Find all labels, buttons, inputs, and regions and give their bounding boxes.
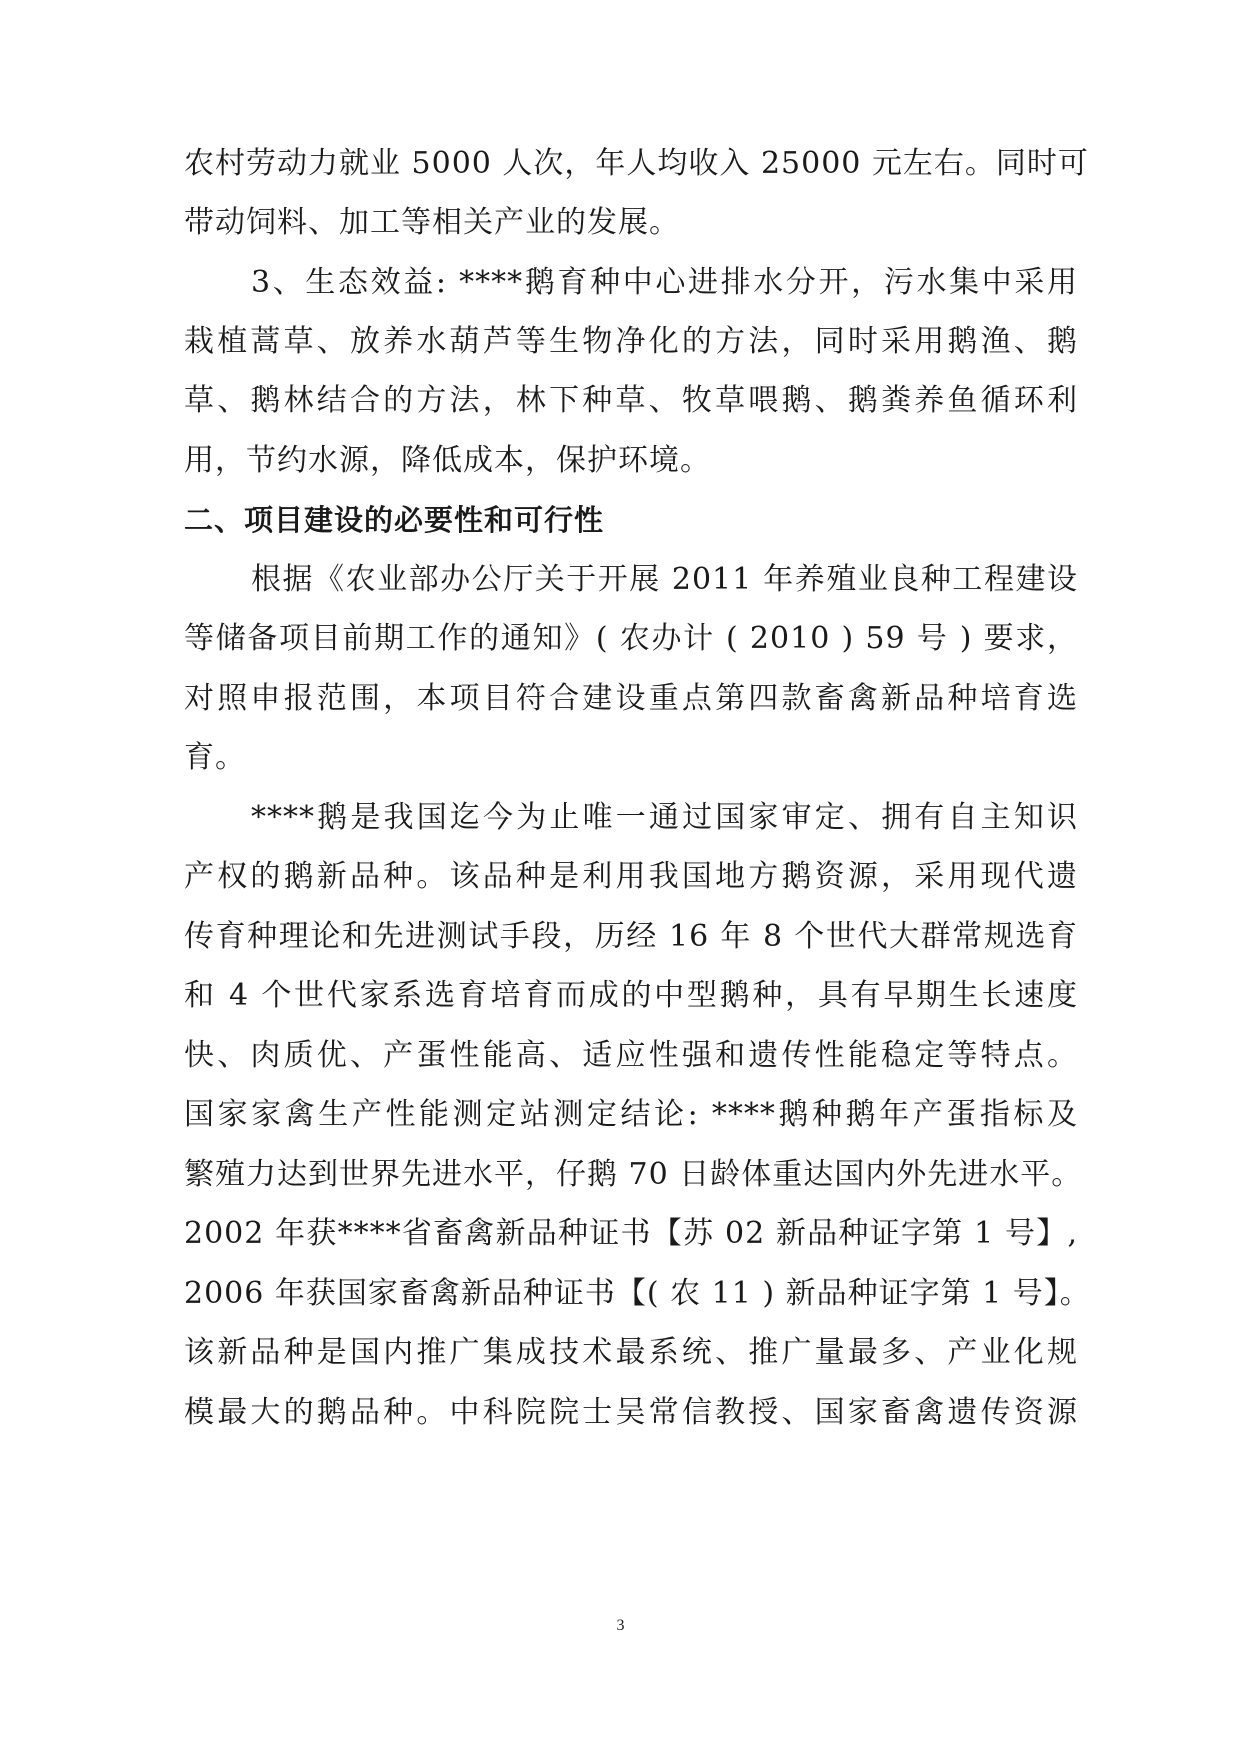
paragraph-line: 栽植蒿草、放养水葫芦等生物净化的方法，同时采用鹅渔、鹅: [184, 324, 1078, 359]
paragraph-line: 2002 年获****省畜禽新品种证书【苏 02 新品种证字第 1 号】,: [184, 1216, 1078, 1251]
paragraph-line: 根据《农业部办公厅关于开展 2011 年养殖业良种工程建设: [251, 562, 1078, 597]
paragraph-line: 2006 年获国家畜禽新品种证书【( 农 11 ) 新品种证字第 1 号】。: [184, 1276, 1091, 1311]
paragraph-line: 模最大的鹅品种。中科院院士吴常信教授、国家畜禽遗传资源: [184, 1395, 1078, 1430]
paragraph-line: 国家家禽生产性能测定站测定结论: ****鹅种鹅年产蛋指标及: [184, 1097, 1078, 1132]
page-number: 3: [616, 1617, 625, 1634]
paragraph-line: 用，节约水源，降低成本，保护环境。: [184, 443, 711, 478]
paragraph-line: 对照申报范围，本项目符合建设重点第四款畜禽新品种培育选: [184, 681, 1078, 716]
paragraph-line: 带动饲料、加工等相关产业的发展。: [184, 205, 680, 240]
paragraph-line: 3、生态效益: ****鹅育种中心进排水分开，污水集中采用: [251, 265, 1078, 300]
paragraph-line: 该新品种是国内推广集成技术最系统、推广量最多、产业化规: [184, 1335, 1078, 1370]
paragraph-line: 产权的鹅新品种。该品种是利用我国地方鹅资源，采用现代遗: [184, 859, 1078, 894]
paragraph-line: 传育种理论和先进测试手段，历经 16 年 8 个世代大群常规选育: [184, 919, 1078, 954]
paragraph-line: ****鹅是我国迄今为止唯一通过国家审定、拥有自主知识: [251, 800, 1078, 835]
paragraph-line: 快、肉质优、产蛋性能高、适应性强和遗传性能稳定等特点。: [184, 1038, 1078, 1073]
paragraph-line: 育。: [184, 740, 246, 775]
paragraph-line: 繁殖力达到世界先进水平，仔鹅 70 日龄体重达国内外先进水平。: [184, 1157, 1083, 1192]
paragraph-line: 和 4 个世代家系选育培育而成的中型鹅种，具有早期生长速度: [184, 978, 1078, 1013]
paragraph-line: 等储备项目前期工作的通知》( 农办计 ( 2010 ) 59 号 ) 要求，: [184, 621, 1078, 656]
paragraph-line: 草、鹅林结合的方法，林下种草、牧草喂鹅、鹅粪养鱼循环利: [184, 383, 1078, 418]
paragraph-line: 农村劳动力就业 5000 人次，年人均收入 25000 元左右。同时可: [184, 146, 1089, 181]
section-heading: 二、项目建设的必要性和可行性: [184, 503, 605, 537]
